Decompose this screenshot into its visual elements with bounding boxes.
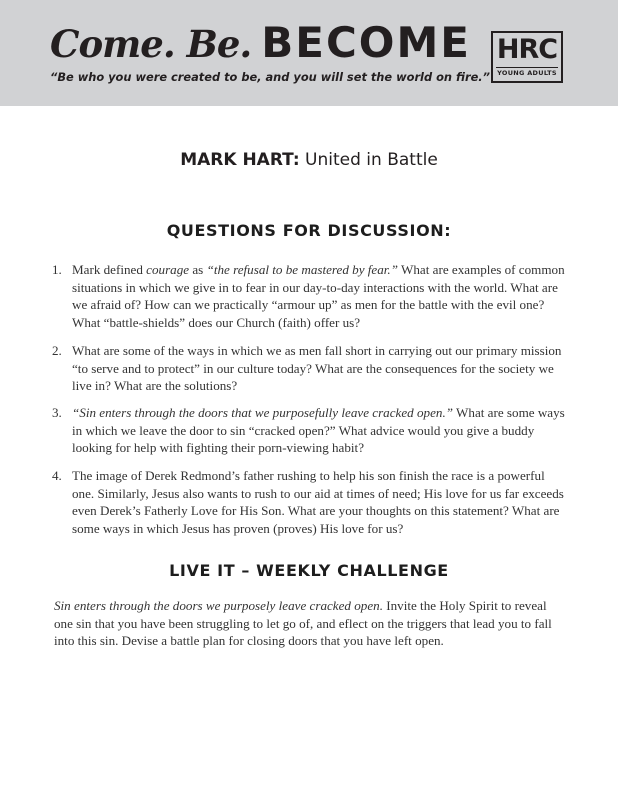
question-text-part: as (189, 262, 207, 277)
speaker-name: MARK HART: (180, 150, 300, 170)
brand-script: Come. Be. (50, 22, 252, 66)
hrc-logo (491, 31, 563, 83)
question-item (52, 261, 567, 331)
question-quote: “Sin enters through the doors that we purposefully leave cracked open.” (72, 405, 453, 420)
question-text (72, 404, 567, 457)
question-number: 3. (52, 405, 62, 420)
logo-main-text: HRC (496, 34, 558, 65)
challenge-quote: Sin enters through the doors we purposely leave cracked open. (54, 598, 383, 613)
question-item (52, 342, 567, 395)
question-text-part: What are examples of common situations in which we give in to fear in our day-to-day interactions with the world. What are we afraid of? How can we practically “armour up” as men for the battle with the evil one? What “battle-shields” does our Church (faith) offer us? (72, 262, 565, 330)
challenge-body: Invite the Holy Spirit to reveal one sin that you have been struggling to let go of, and eflect on the triggers that lead you to fall into this sin. Devise a battle plan for closing doors that you have left open. (54, 598, 552, 649)
talk-topic: United in Battle (305, 150, 438, 170)
page-title (0, 150, 618, 170)
brand-title (50, 18, 471, 67)
question-number: 1. (52, 262, 62, 277)
question-number: 2. (52, 343, 62, 358)
question-text: The image of Derek Redmond’s father rushing to help his son finish the race is a powerful one. Similarly, Jesus also wants to rush to our aid at times of need; His love for us far exceeds even Derek’s Fatherly Love for His Son. What are your thoughts on this statement? What are some ways in which Jesus has proven (proves) His love for us? (72, 468, 564, 536)
question-number: 4. (52, 468, 62, 483)
question-italic: courage (146, 262, 190, 277)
question-quote: “the refusal to be mastered by fear.” (206, 262, 398, 277)
discussion-heading: QUESTIONS FOR DISCUSSION: (166, 221, 452, 240)
question-text-part: Mark defined (72, 262, 147, 277)
header-banner (0, 0, 618, 106)
tagline: “Be who you were created to be, and you will set the world on fire.” (50, 70, 490, 84)
question-text: What are some of the ways in which we as men fall short in carrying out our primary mission “to serve and to protect” in our culture today? What are the consequences for the society we live in? What are the solutions? (72, 343, 562, 394)
brand-become: BECOME (261, 18, 471, 67)
question-text (72, 261, 567, 331)
question-item (52, 404, 567, 457)
challenge-text (54, 597, 568, 650)
challenge-heading: LIVE IT – WEEKLY CHALLENGE (169, 561, 449, 580)
logo-sub-text: YOUNG ADULTS (497, 69, 557, 77)
question-item (52, 467, 567, 537)
question-text-part: What are some ways in which we leave the door to sin “cracked open?” What advice would you give a buddy looking for help with fighting their porn-viewing habit? (72, 405, 565, 456)
